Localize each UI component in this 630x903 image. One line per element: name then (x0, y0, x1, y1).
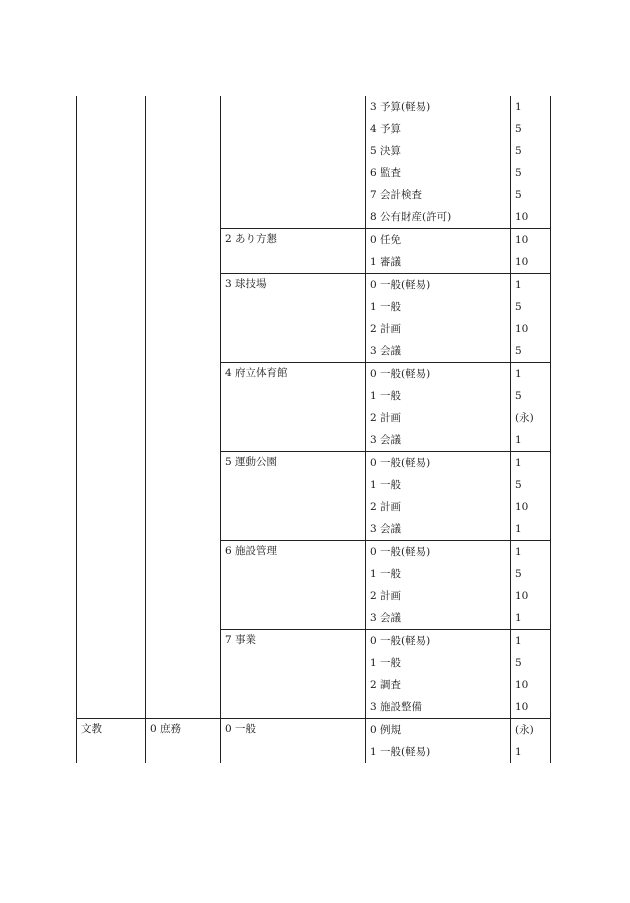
group-cell: 2 あり方懇 (221, 229, 366, 274)
years-cell: 5 (511, 563, 551, 585)
years-cell: 5 (511, 118, 551, 140)
years-cell: 10 (511, 206, 551, 229)
group-cell: 6 施設管理 (221, 541, 366, 630)
item-cell: 0 一般(軽易) (366, 630, 511, 653)
years-cell: 1 (511, 96, 551, 118)
item-cell: 5 決算 (366, 140, 511, 162)
years-cell: 10 (511, 251, 551, 274)
item-cell: 7 会計検査 (366, 184, 511, 206)
item-cell: 1 一般 (366, 474, 511, 496)
item-cell: 2 計画 (366, 318, 511, 340)
category-cell (77, 96, 146, 719)
item-cell: 2 計画 (366, 496, 511, 518)
years-cell: 1 (511, 741, 551, 763)
retention-schedule-table (76, 96, 551, 763)
item-cell: 0 例規 (366, 719, 511, 742)
group-cell: 7 事業 (221, 630, 366, 719)
item-cell: 3 会議 (366, 607, 511, 630)
years-cell: 1 (511, 518, 551, 541)
years-cell: 1 (511, 452, 551, 475)
item-cell: 0 一般(軽易) (366, 452, 511, 475)
item-cell: 0 任免 (366, 229, 511, 252)
group-cell: 4 府立体育館 (221, 363, 366, 452)
item-cell: 1 一般 (366, 385, 511, 407)
years-cell: 5 (511, 140, 551, 162)
item-cell: 1 一般 (366, 652, 511, 674)
item-cell: 3 会議 (366, 518, 511, 541)
years-cell: 5 (511, 184, 551, 206)
years-cell: 1 (511, 274, 551, 297)
table-row (77, 96, 551, 118)
years-cell: 10 (511, 585, 551, 607)
years-cell: 5 (511, 474, 551, 496)
years-cell: 10 (511, 318, 551, 340)
years-cell: 10 (511, 229, 551, 252)
years-cell: 5 (511, 385, 551, 407)
table-row (77, 719, 551, 742)
group-cell: 5 運動公園 (221, 452, 366, 541)
item-cell: 8 公有財産(許可) (366, 206, 511, 229)
years-cell: 5 (511, 162, 551, 184)
item-cell: 3 施設整備 (366, 696, 511, 719)
years-cell: 5 (511, 296, 551, 318)
years-cell: 1 (511, 541, 551, 564)
item-cell: 0 一般(軽易) (366, 274, 511, 297)
years-cell: 10 (511, 696, 551, 719)
group-cell: 0 一般 (221, 719, 366, 764)
item-cell: 0 一般(軽易) (366, 363, 511, 386)
item-cell: 2 計画 (366, 585, 511, 607)
years-cell: 1 (511, 363, 551, 386)
years-cell: 5 (511, 340, 551, 363)
item-cell: 1 一般 (366, 563, 511, 585)
years-cell: 10 (511, 496, 551, 518)
years-cell: 10 (511, 674, 551, 696)
item-cell: 3 予算(軽易) (366, 96, 511, 118)
years-cell: (永) (511, 719, 551, 742)
years-cell: (永) (511, 407, 551, 429)
years-cell: 1 (511, 429, 551, 452)
item-cell: 1 一般(軽易) (366, 741, 511, 763)
group-cell (221, 96, 366, 229)
item-cell: 1 審議 (366, 251, 511, 274)
years-cell: 1 (511, 607, 551, 630)
item-cell: 3 会議 (366, 429, 511, 452)
item-cell: 2 計画 (366, 407, 511, 429)
item-cell: 1 一般 (366, 296, 511, 318)
years-cell: 5 (511, 652, 551, 674)
subcategory-cell (146, 96, 221, 719)
item-cell: 3 会議 (366, 340, 511, 363)
years-cell: 1 (511, 630, 551, 653)
item-cell: 0 一般(軽易) (366, 541, 511, 564)
item-cell: 6 監査 (366, 162, 511, 184)
group-cell: 3 球技場 (221, 274, 366, 363)
item-cell: 4 予算 (366, 118, 511, 140)
item-cell: 2 調査 (366, 674, 511, 696)
subcategory-cell: 0 庶務 (146, 719, 221, 764)
category-cell: 文教 (77, 719, 146, 764)
